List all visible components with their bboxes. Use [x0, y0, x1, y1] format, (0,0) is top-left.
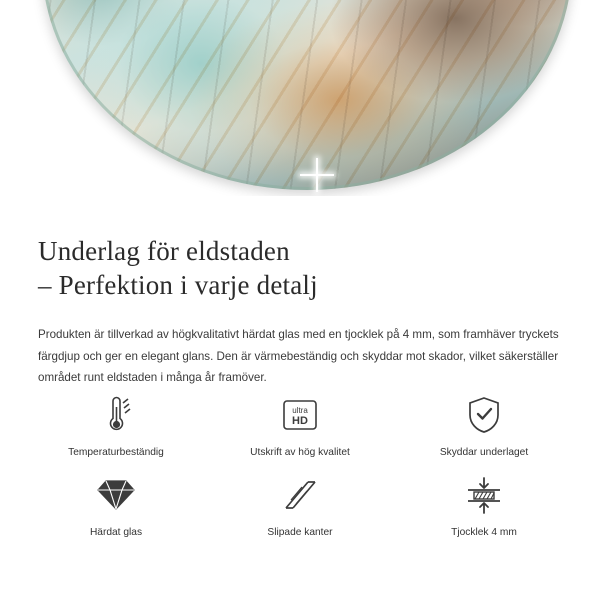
feature-label: Temperaturbeständig — [68, 447, 164, 458]
body-paragraph: Produkten är tillverkad av högkvalitativt härdat glas med en tjocklek på 4 mm, som framhäver tryckets färgdjup och ger en elegant glans. Den är värmebeständig och skyddar mot skador, vilket säkerställer området runt eldstaden i många år framöver. — [38, 328, 559, 384]
svg-text:ultra: ultra — [292, 406, 308, 415]
headline-line-2: – Perfektion i varje detalj — [38, 270, 318, 300]
marble-abstract-round-glass-image — [42, 0, 572, 190]
feature-item-tempered-glass — [24, 472, 208, 540]
polished-edges-icon — [273, 472, 327, 518]
feature-item-protection — [392, 392, 576, 460]
thermometer-icon — [89, 392, 143, 438]
feature-grid — [0, 392, 600, 540]
diamond-icon — [89, 472, 143, 518]
feature-label: Utskrift av hög kvalitet — [250, 447, 350, 458]
ultra-hd-icon — [273, 392, 327, 438]
feature-label: Härdat glas — [89, 527, 143, 538]
svg-text:HD: HD — [292, 415, 308, 427]
feature-item-polished-edges — [208, 472, 392, 540]
feature-item-thickness — [392, 472, 576, 540]
thickness-arrows-icon — [457, 472, 511, 518]
page-title — [0, 196, 600, 302]
shield-check-icon — [457, 392, 511, 438]
hero-image — [0, 0, 600, 196]
feature-label: Tjocklek 4 mm — [451, 527, 517, 538]
headline-line-1: Underlag för eldstaden — [38, 236, 290, 266]
feature-label: Skyddar underlaget — [439, 447, 529, 458]
text-block — [0, 196, 600, 389]
feature-item-print-quality — [208, 392, 392, 460]
feature-item-temperature — [24, 392, 208, 460]
feature-label: Slipade kanter — [267, 527, 333, 538]
